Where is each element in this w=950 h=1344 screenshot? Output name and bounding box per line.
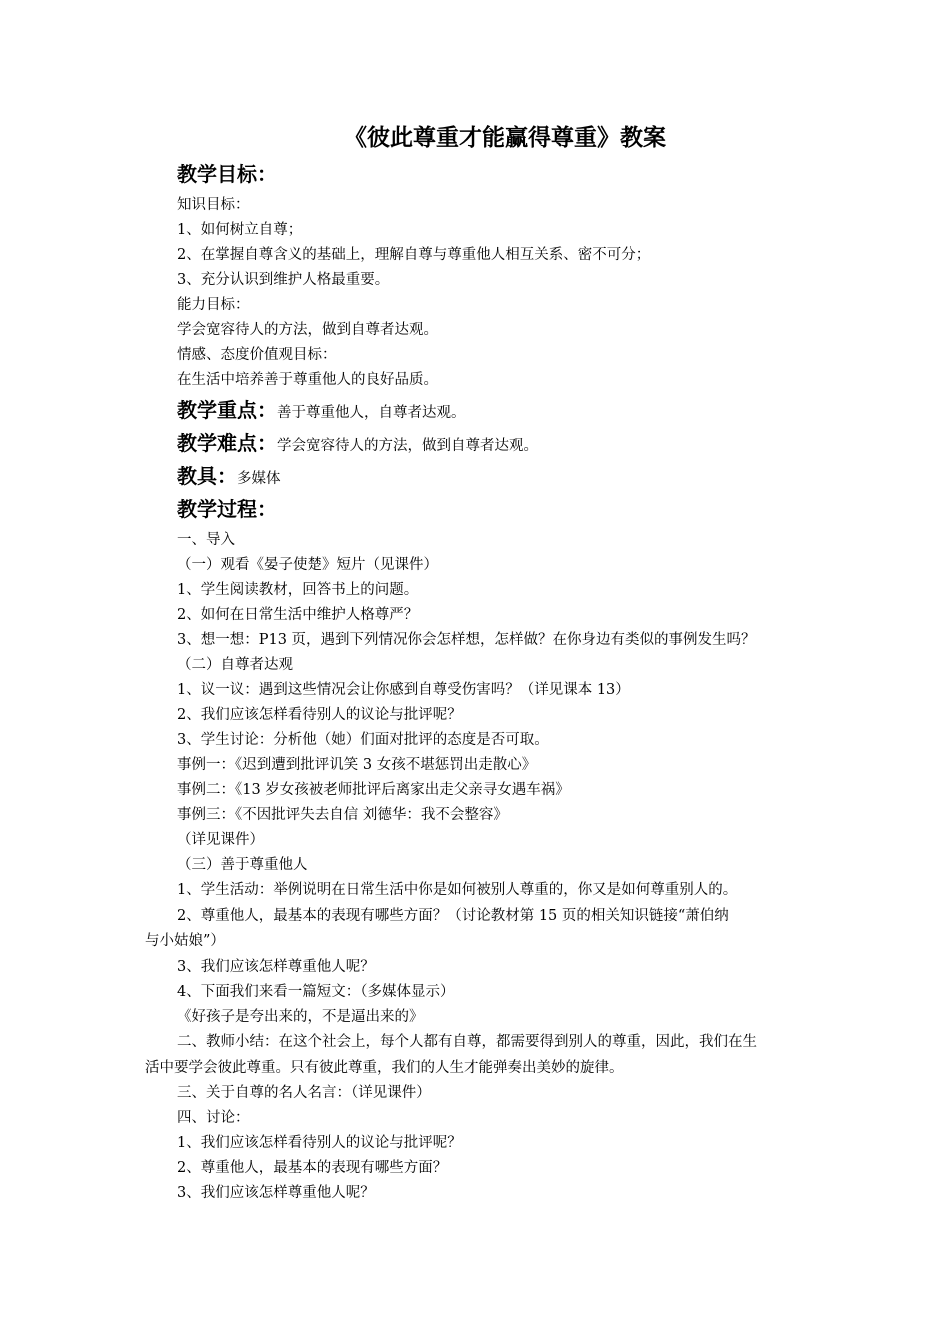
key-points-text: 善于尊重他人，自尊者达观。 xyxy=(277,405,466,421)
process-line: 与小姑娘”） xyxy=(145,933,225,949)
knowledge-item: 2、在掌握自尊含义的基础上，理解自尊与尊重他人相互关系、密不可分； xyxy=(177,247,651,263)
difficulties-heading: 教学难点： xyxy=(177,431,277,455)
process-line: 3、想一想：P13 页，遇到下列情况你会怎样想，怎样做？在你身边有类似的事例发生吗？ xyxy=(177,632,756,648)
difficulties-section xyxy=(177,429,538,460)
ability-label: 能力目标： xyxy=(177,297,250,313)
process-line: 3、我们应该怎样尊重他人呢？ xyxy=(177,1185,375,1201)
process-line: 3、学生讨论：分析他（她）们面对批评的态度是否可取。 xyxy=(177,732,549,748)
knowledge-label: 知识目标： xyxy=(177,197,250,213)
process-line: 四、讨论： xyxy=(177,1110,250,1126)
knowledge-item: 3、充分认识到维护人格最重要。 xyxy=(177,272,390,288)
key-points-section xyxy=(177,396,466,427)
process-line: 事例三：《不因批评失去自信 刘德华：我不会整容》 xyxy=(177,807,508,823)
process-line: 2、尊重他人，最基本的表现有哪些方面？ xyxy=(177,1160,448,1176)
ability-text: 学会宽容待人的方法，做到自尊者达观。 xyxy=(177,322,438,338)
emotion-text: 在生活中培养善于尊重他人的良好品质。 xyxy=(177,372,438,388)
tools-section xyxy=(177,462,281,493)
process-line: 1、学生活动：举例说明在日常生活中你是如何被别人尊重的，你又是如何尊重别人的。 xyxy=(177,882,738,898)
process-line: （一）观看《晏子使楚》短片（见课件） xyxy=(177,557,438,573)
process-line: （详见课件） xyxy=(177,832,264,848)
process-line: 《好孩子是夸出来的，不是逼出来的》 xyxy=(177,1009,424,1025)
process-line: （二）自尊者达观 xyxy=(177,657,293,673)
process-line: 活中要学会彼此尊重。只有彼此尊重，我们的人生才能弹奏出美妙的旋律。 xyxy=(145,1060,624,1076)
process-line: 2、我们应该怎样看待别人的议论与批评呢？ xyxy=(177,707,462,723)
process-line: 2、尊重他人，最基本的表现有哪些方面？（讨论教材第 15 页的相关知识链接“萧伯纳 xyxy=(177,908,729,924)
process-line: （三）善于尊重他人 xyxy=(177,857,308,873)
process-line: 1、我们应该怎样看待别人的议论与批评呢？ xyxy=(177,1135,462,1151)
process-line: 1、议一议：遇到这些情况会让你感到自尊受伤害吗？（详见课本 13） xyxy=(177,682,630,698)
process-line: 3、我们应该怎样尊重他人呢？ xyxy=(177,959,375,975)
key-points-heading: 教学重点： xyxy=(177,398,277,422)
objectives-heading: 教学目标： xyxy=(177,162,277,186)
process-heading: 教学过程： xyxy=(177,497,277,521)
process-line: 事例一：《迟到遭到批评讥笑 3 女孩不堪惩罚出走散心》 xyxy=(177,757,537,773)
process-line: 二、教师小结：在这个社会上，每个人都有自尊，都需要得到别人的尊重，因此，我们在生 xyxy=(177,1034,757,1050)
process-line: 4、下面我们来看一篇短文：（多媒体显示） xyxy=(177,984,455,1000)
process-line: 三、关于自尊的名人名言：（详见课件） xyxy=(177,1085,431,1101)
process-line: 一、导入 xyxy=(177,532,235,548)
knowledge-item: 1、如何树立自尊； xyxy=(177,222,303,238)
difficulties-text: 学会宽容待人的方法，做到自尊者达观。 xyxy=(277,438,538,454)
document-title: 《彼此尊重才能赢得尊重》教案 xyxy=(344,125,666,151)
process-line: 2、如何在日常生活中维护人格尊严？ xyxy=(177,607,419,623)
process-line: 事例二：《13 岁女孩被老师批评后离家出走父亲寻女遇车祸》 xyxy=(177,782,570,798)
tools-heading: 教具： xyxy=(177,464,237,488)
process-line: 1、学生阅读教材，回答书上的问题。 xyxy=(177,582,419,598)
tools-text: 多媒体 xyxy=(237,471,281,487)
emotion-label: 情感、态度价值观目标： xyxy=(177,347,337,363)
